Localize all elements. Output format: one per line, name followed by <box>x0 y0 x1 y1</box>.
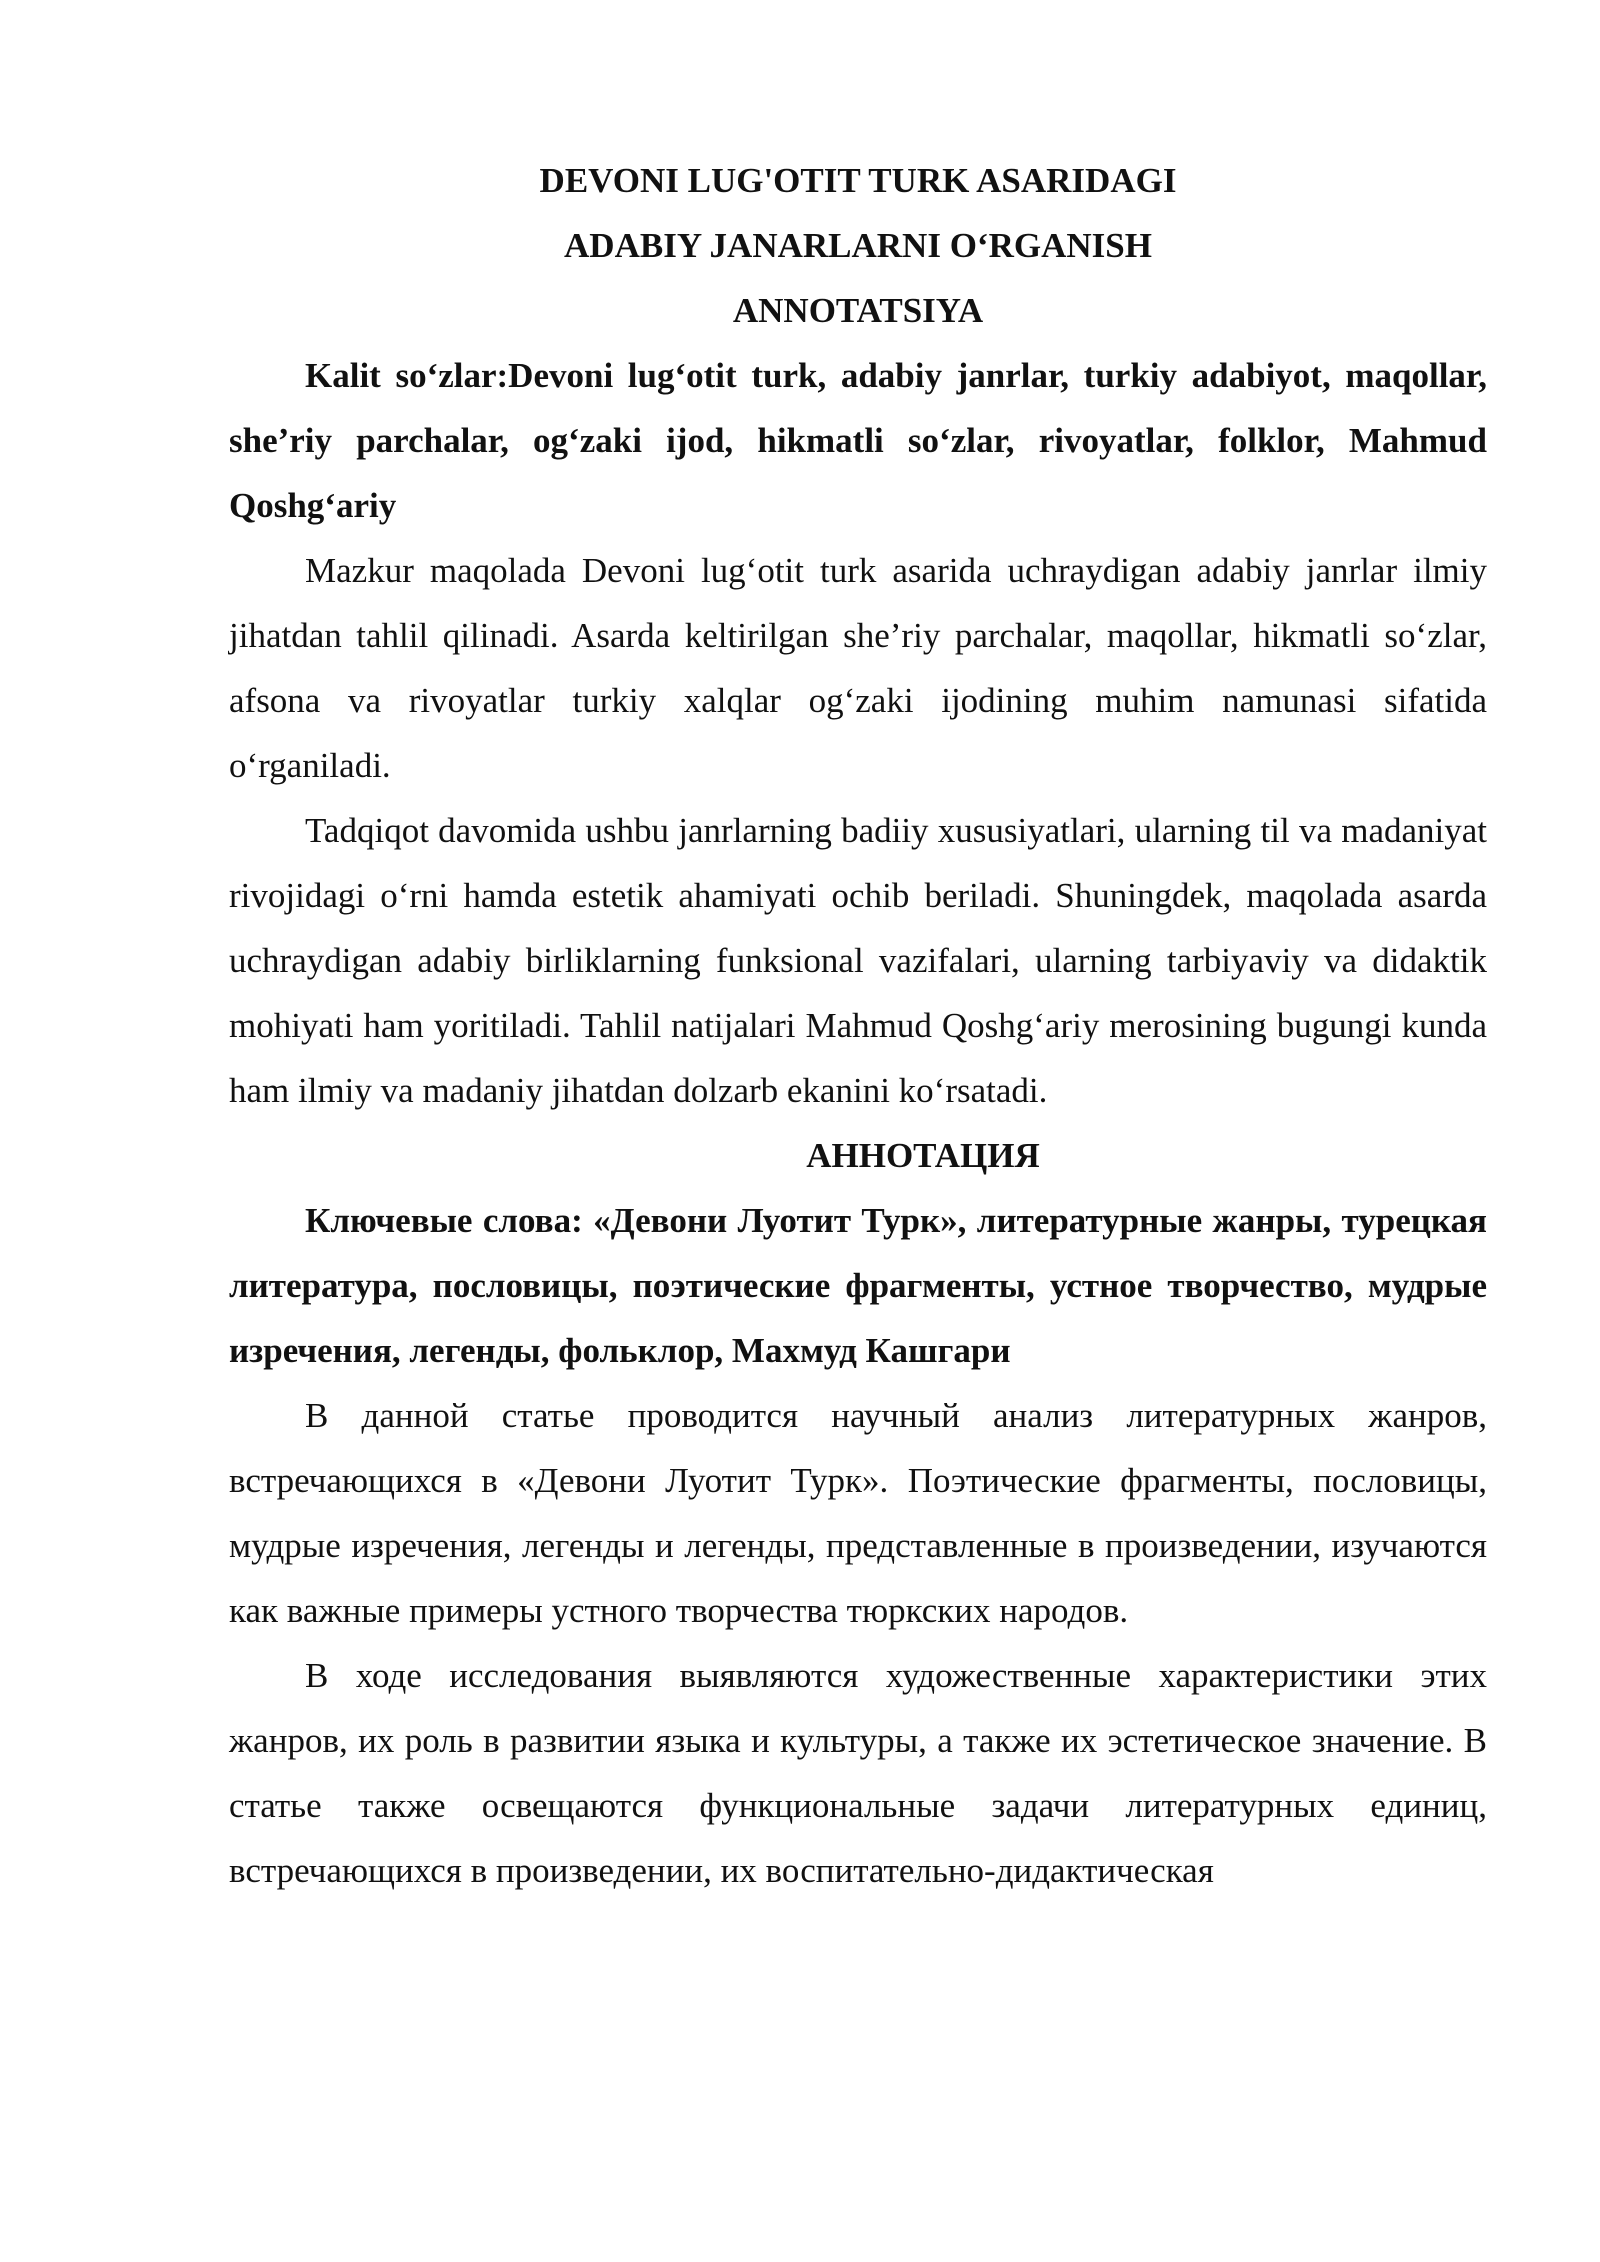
keywords-ru: Ключевые слова: «Девони Луотит Турк», литературные жанры, турецкая литература, пословицы, поэтические фрагменты, устное творчество, мудрые изречения, легенды, фольклор, Махмуд Кашгари <box>229 1201 1487 1370</box>
annotation-heading-ru: АННОТАЦИЯ <box>806 1136 1040 1175</box>
abstract-ru-paragraph-2: В ходе исследования выявляются художественные характеристики этих жанров, их роль в развитии языка и культуры, а также их эстетическое значение. В статье также освещаются функциональные задачи литературных единиц, встречающихся в произведении, их воспитательно-дидактическая <box>229 1656 1487 1890</box>
annotation-heading-uz: ANNOTATSIYA <box>732 291 984 330</box>
keywords-uz: Kalit so‘zlar:Devoni lug‘otit turk, adabiy janrlar, turkiy adabiyot, maqollar, she’riy parchalar, og‘zaki ijod, hikmatli so‘zlar, rivoyatlar, folklor, Mahmud Qoshg‘ariy <box>229 356 1487 525</box>
document-page <box>229 148 1487 1903</box>
document-title-line-1: DEVONI LUG'OTIT TURK ASARIDAGI <box>539 161 1177 200</box>
document-title-line-2: ADABIY JANARLARNI O‘RGANISH <box>564 226 1152 265</box>
abstract-ru-paragraph-1: В данной статье проводится научный анализ литературных жанров, встречающихся в «Девони Луотит Турк». Поэтические фрагменты, пословицы, мудрые изречения, легенды и легенды, представленные в произведении, изучаются как важные примеры устного творчества тюркских народов. <box>229 1396 1487 1630</box>
abstract-uz-paragraph-2: Tadqiqot davomida ushbu janrlarning badiiy xususiyatlari, ularning til va madaniyat rivojidagi o‘rni hamda estetik ahamiyati ochib beriladi. Shuningdek, maqolada asarda uchraydigan adabiy birliklarning funksional vazifalari, ularning tarbiyaviy va didaktik mohiyati ham yoritiladi. Tahlil natijalari Mahmud Qoshg‘ariy merosining bugungi kunda ham ilmiy va madaniy jihatdan dolzarb ekanini ko‘rsatadi. <box>229 811 1487 1110</box>
abstract-uz-paragraph-1: Mazkur maqolada Devoni lug‘otit turk asarida uchraydigan adabiy janrlar ilmiy jihatdan tahlil qilinadi. Asarda keltirilgan she’riy parchalar, maqollar, hikmatli so‘zlar, afsona va rivoyatlar turkiy xalqlar og‘zaki ijodining muhim namunasi sifatida o‘rganiladi. <box>229 551 1487 785</box>
